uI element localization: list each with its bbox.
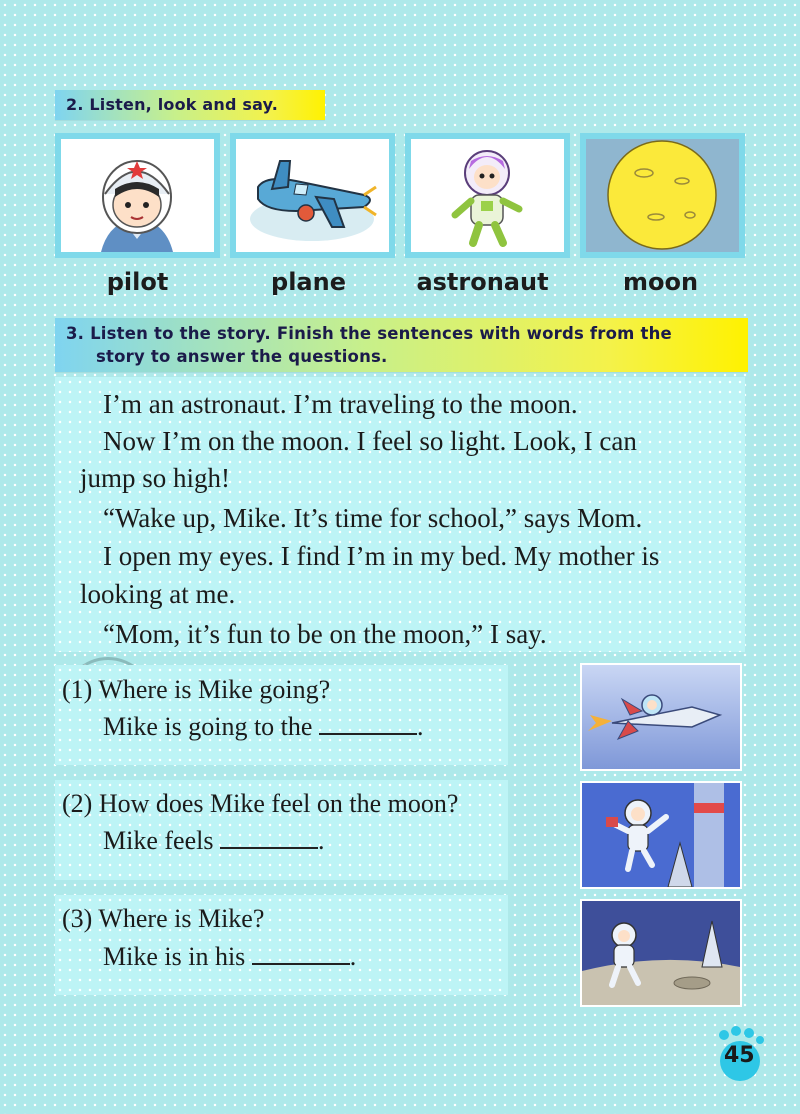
answer-2-blank[interactable] — [220, 827, 318, 849]
story-line-2: Now I’m on the moon. I feel so light. Look, I can — [103, 426, 637, 456]
story-line-6: looking at me. — [80, 579, 236, 609]
rocket-picture — [580, 663, 742, 771]
page-number: 45 — [724, 1043, 755, 1068]
answer-1 — [103, 712, 423, 742]
word-moon: moon — [622, 268, 699, 296]
story-line-7: “Mom, it’s fun to be on the moon,” I say. — [103, 619, 547, 649]
question-3: (3) Where is Mike? — [62, 904, 265, 933]
answer-1-blank[interactable] — [319, 713, 417, 735]
moon-picture — [580, 133, 745, 258]
story-line-4: “Wake up, Mike. It’s time for school,” says Mom. — [103, 503, 643, 533]
word-astronaut: astronaut — [416, 268, 549, 296]
answer-2 — [103, 826, 324, 856]
answer-2-prefix: Mike feels — [103, 826, 214, 855]
story-line-3: jump so high! — [80, 463, 231, 493]
astronaut-jumping-picture — [580, 781, 742, 889]
answer-1-suffix: . — [416, 712, 424, 741]
pilot-picture — [55, 133, 220, 258]
section-2-title: 2. Listen, look and say. — [66, 95, 279, 114]
question-1: (1) Where is Mike going? — [62, 675, 331, 704]
answer-2-suffix: . — [317, 826, 325, 855]
answer-1-prefix: Mike is going to the — [103, 712, 313, 741]
story-line-1: I’m an astronaut. I’m traveling to the moon. — [103, 389, 578, 419]
answer-3-prefix: Mike is in his — [103, 942, 246, 971]
answer-3-blank[interactable] — [252, 943, 350, 965]
section-3-title-line2: story to answer the questions. — [96, 347, 388, 366]
story-line-5: I open my eyes. I find I’m in my bed. My mother is — [103, 541, 660, 571]
astronaut-picture — [405, 133, 570, 258]
word-pilot: pilot — [106, 268, 169, 296]
plane-picture — [230, 133, 395, 258]
answer-3-suffix: . — [349, 942, 357, 971]
section-3-title-line1: 3. Listen to the story. Finish the sentences with words from the — [66, 324, 672, 343]
answer-3 — [103, 942, 356, 972]
moon-surface-picture — [580, 899, 742, 1007]
question-2: (2) How does Mike feel on the moon? — [62, 789, 459, 818]
word-plane: plane — [271, 268, 346, 296]
